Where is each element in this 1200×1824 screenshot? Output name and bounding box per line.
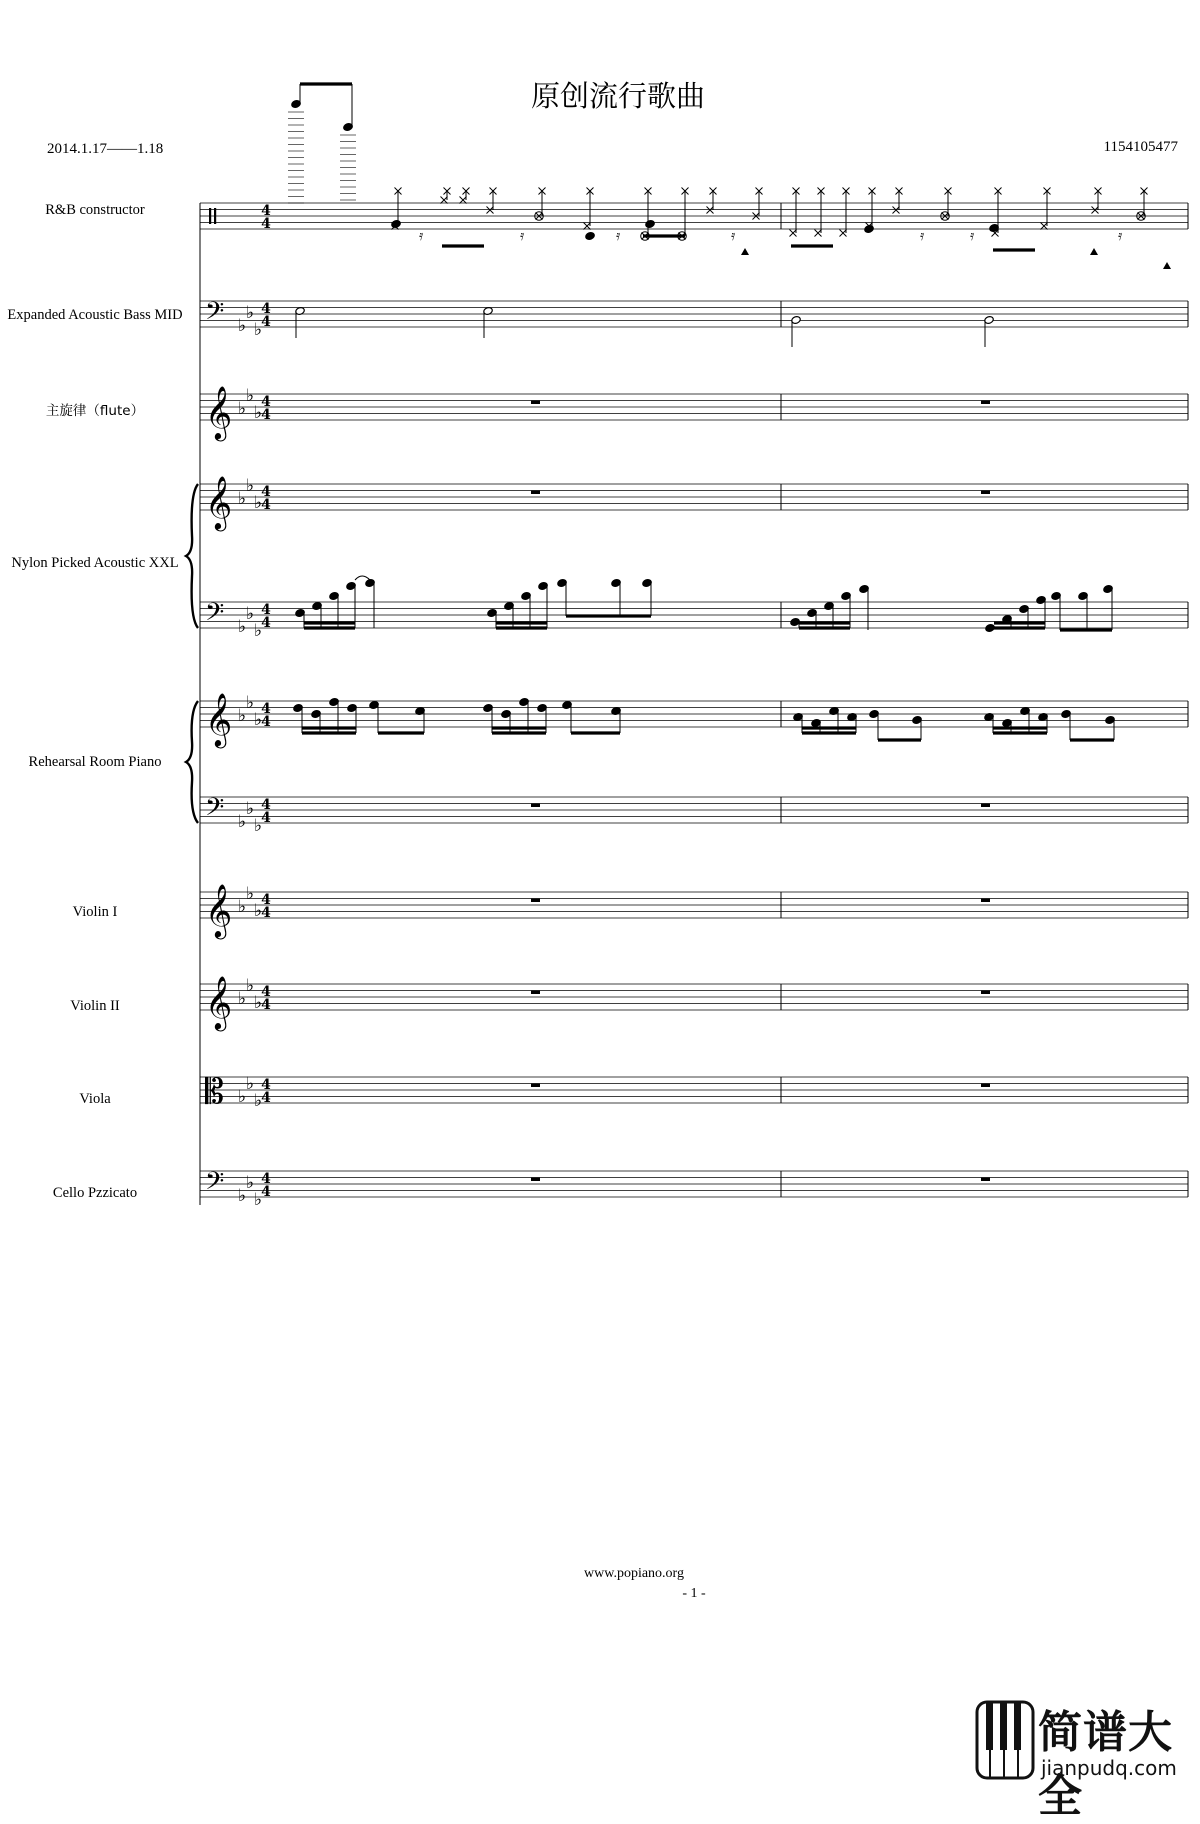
whole-rest: [981, 1084, 990, 1088]
treble-clef: 𝄞: [205, 883, 233, 937]
tie: [355, 576, 370, 580]
time-signature-top: 4: [261, 984, 271, 1000]
kick-notehead: [585, 231, 595, 240]
flat-sign: ♭: [238, 489, 247, 509]
flat-sign: ♭: [254, 710, 263, 730]
instrument-name-rnb: R&B constructor: [45, 202, 145, 218]
whole-rest: [531, 1084, 540, 1088]
whole-rest: [531, 804, 540, 808]
staff-1: [200, 297, 1188, 340]
whole-rest: [531, 1178, 540, 1182]
sixteenth-rest: 𝄿: [920, 228, 925, 244]
time-signature-top: 4: [261, 701, 271, 717]
time-signature-top: 4: [261, 484, 271, 500]
sixteenth-rest: 𝄿: [970, 228, 975, 244]
staff-3: [200, 475, 1188, 531]
instrument-name-flute: 主旋律（flute）: [45, 403, 145, 419]
flat-sign: ♭: [246, 303, 255, 323]
flat-sign: ♭: [254, 320, 263, 340]
flat-sign: ♭: [254, 1190, 263, 1210]
kick-notehead: [391, 219, 401, 228]
piano-notes: [293, 697, 1115, 740]
instrument-name-violin1: Violin I: [72, 904, 118, 920]
flat-sign: ♭: [246, 604, 255, 624]
flat-sign: ♭: [246, 1173, 255, 1193]
time-signature-bottom: 4: [261, 314, 271, 330]
bass-clef: 𝄢: [205, 793, 225, 828]
time-signature-bottom: 4: [261, 997, 271, 1013]
whole-rest: [531, 991, 540, 995]
flat-sign: ♭: [238, 812, 247, 832]
time-signature-top: 4: [261, 203, 271, 219]
time-signature-top: 4: [261, 892, 271, 908]
sixteenth-rest: 𝄿: [419, 228, 424, 244]
time-signature-top: 4: [261, 797, 271, 813]
time-signature-top: 4: [261, 1171, 271, 1187]
flat-sign: ♭: [246, 693, 255, 713]
whole-rest: [981, 991, 990, 995]
time-signature-bottom: 4: [261, 1184, 271, 1200]
percussion-clef: [214, 208, 216, 224]
page-title: 原创流行歌曲: [530, 79, 705, 113]
time-signature-bottom: 4: [261, 810, 271, 826]
time-signature-bottom: 4: [261, 497, 271, 513]
instrument-name-nylon: Nylon Picked Acoustic XXL: [11, 555, 179, 571]
kick-notehead: [645, 219, 655, 228]
site-logo: [975, 1700, 1197, 1822]
instrument-name-violin2: Violin II: [70, 998, 120, 1014]
bass-clef: 𝄢: [205, 1167, 225, 1202]
flat-sign: ♭: [246, 799, 255, 819]
time-signature-top: 4: [261, 301, 271, 317]
time-signature-bottom: 4: [261, 407, 271, 423]
guitar-notes: [295, 576, 1113, 633]
alto-clef: 𝄡: [205, 1072, 224, 1112]
time-signature-bottom: 4: [261, 1090, 271, 1106]
composition-date: 2014.1.17——1.18: [47, 141, 164, 157]
piano-keys-icon: [975, 1700, 1035, 1780]
staff-10: [200, 1167, 1188, 1210]
sixteenth-rest: 𝄿: [616, 228, 621, 244]
kick-notehead: [864, 224, 874, 233]
staff-4: [200, 598, 1188, 641]
flat-sign: ♭: [238, 897, 247, 917]
time-signature-bottom: 4: [261, 905, 271, 921]
sixteenth-rest: 𝄿: [731, 228, 736, 244]
flat-sign: ♭: [254, 493, 263, 513]
flat-sign: ♭: [254, 1091, 263, 1111]
whole-rest: [531, 899, 540, 903]
treble-clef: 𝄞: [205, 385, 233, 439]
sixteenth-rest: 𝄿: [520, 228, 525, 244]
time-signature-top: 4: [261, 394, 271, 410]
whole-rest: [531, 491, 540, 495]
whole-rest: [981, 401, 990, 405]
notehead: [985, 623, 995, 632]
whole-rest: [531, 401, 540, 405]
time-signature-bottom: 4: [261, 714, 271, 730]
flat-sign: ♭: [246, 976, 255, 996]
staff-8: [200, 975, 1188, 1031]
accent-triangle: [1090, 248, 1098, 255]
whole-rest: [981, 804, 990, 808]
time-signature-bottom: 4: [261, 216, 271, 232]
logo-text-zh: 简谱大全: [1038, 1707, 1173, 1822]
accent-triangle: [741, 248, 749, 255]
time-signature-top: 4: [261, 602, 271, 618]
sixteenth-rest: 𝄿: [1118, 228, 1123, 244]
bass-clef: 𝄢: [205, 297, 225, 332]
whole-rest: [981, 1178, 990, 1182]
flat-sign: ♭: [246, 476, 255, 496]
staff-0: [200, 203, 1188, 232]
time-signature-bottom: 4: [261, 615, 271, 631]
instrument-name-cello: Cello Pzzicato: [52, 1185, 138, 1201]
treble-clef: 𝄞: [205, 692, 233, 746]
flat-sign: ♭: [238, 706, 247, 726]
flat-sign: ♭: [246, 884, 255, 904]
staff-9: [200, 1072, 1188, 1112]
staff-7: [200, 883, 1188, 939]
whole-rest: [981, 491, 990, 495]
staff-6: [200, 793, 1188, 836]
bass-clef: 𝄢: [205, 598, 225, 633]
staff-2: [200, 385, 1188, 441]
flat-sign: ♭: [254, 993, 263, 1013]
instrument-name-viola: Viola: [79, 1091, 111, 1107]
flat-sign: ♭: [238, 989, 247, 1009]
flat-sign: ♭: [254, 403, 263, 423]
accent-triangle: [1163, 262, 1171, 269]
footer-site: www.popiano.org: [584, 1566, 684, 1581]
percussion-clef: [209, 208, 211, 224]
flat-sign: ♭: [254, 901, 263, 921]
flat-sign: ♭: [254, 816, 263, 836]
instrument-name-bass: Expanded Acoustic Bass MID: [7, 307, 183, 323]
flat-sign: ♭: [238, 316, 247, 336]
time-signature-top: 4: [261, 1077, 271, 1093]
instrument-name-piano: Rehearsal Room Piano: [28, 754, 162, 770]
flat-sign: ♭: [254, 621, 263, 641]
flat-sign: ♭: [238, 1087, 247, 1107]
whole-rest: [981, 899, 990, 903]
flat-sign: ♭: [238, 1186, 247, 1206]
flat-sign: ♭: [246, 1074, 255, 1094]
treble-clef: 𝄞: [205, 975, 233, 1029]
treble-clef: 𝄞: [205, 475, 233, 529]
flat-sign: ♭: [238, 617, 247, 637]
flat-sign: ♭: [246, 386, 255, 406]
logo-text-en: jianpudq.com: [1041, 1756, 1177, 1780]
flat-sign: ♭: [238, 399, 247, 419]
composer-number: 1154105477: [1103, 139, 1178, 155]
page-number: - 1 -: [682, 1586, 706, 1601]
